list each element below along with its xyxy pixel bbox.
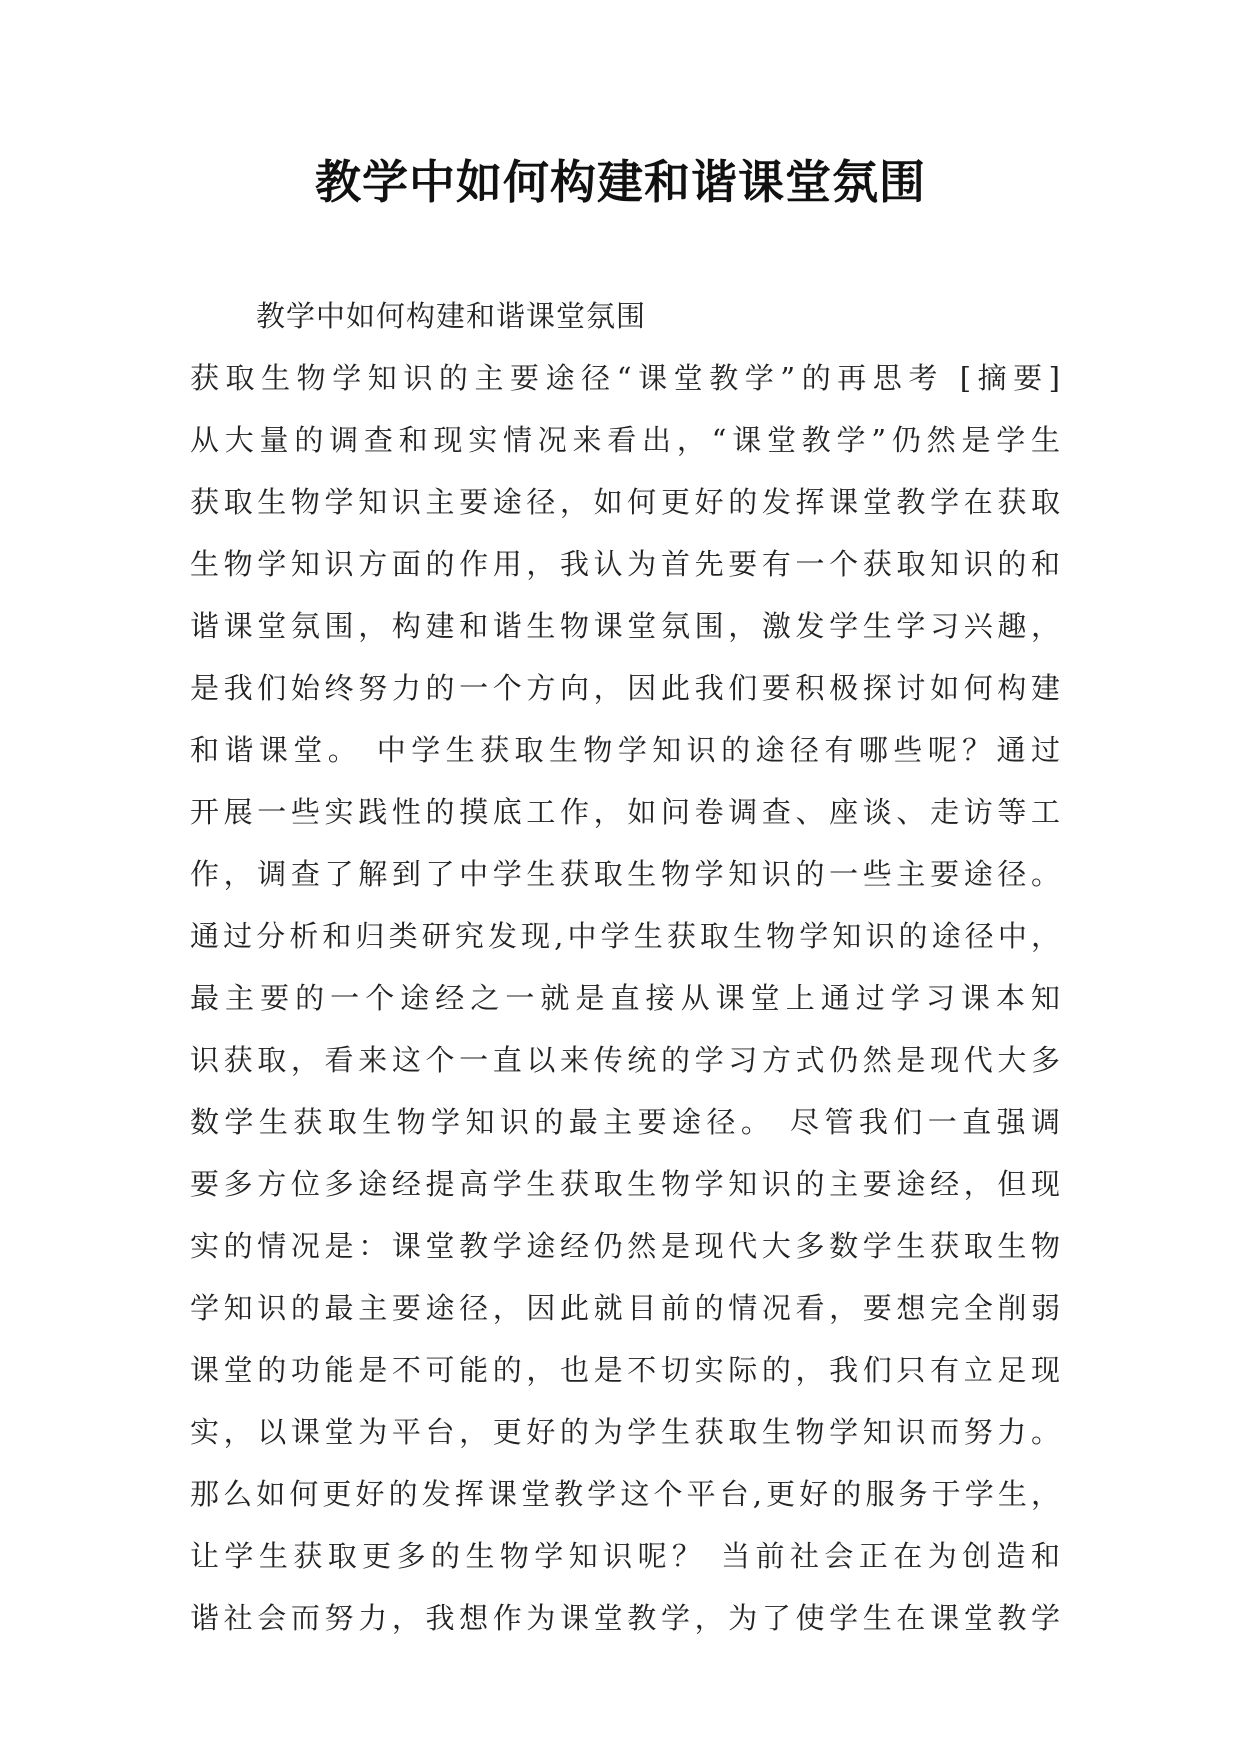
body-line: 开展一些实践性的摸底工作，如问卷调查、座谈、走访等工 <box>190 795 1060 829</box>
body-line: 课堂的功能是不可能的，也是不切实际的，我们只有立足现 <box>190 1353 1060 1387</box>
body-line: 是我们始终努力的一个方向，因此我们要积极探讨如何构建 <box>190 671 1060 705</box>
body-line: 学知识的最主要途径，因此就目前的情况看，要想完全削弱 <box>190 1291 1060 1325</box>
body-line: 从大量的调查和现实情况来看出，“课堂教学”仍然是学生 <box>190 423 1060 457</box>
body-line: 最主要的一个途经之一就是直接从课堂上通过学习课本知 <box>190 981 1060 1015</box>
body-line: 和谐课堂。 中学生获取生物学知识的途径有哪些呢？通过 <box>190 733 1060 767</box>
body-line: 实，以课堂为平台，更好的为学生获取生物学知识而努力。 <box>190 1415 1060 1449</box>
body-line: 生物学知识方面的作用，我认为首先要有一个获取知识的和 <box>190 547 1060 581</box>
body-line: 作，调查了解到了中学生获取生物学知识的一些主要途径。 <box>190 857 1060 891</box>
body-line: 谐社会而努力，我想作为课堂教学，为了使学生在课堂教学 <box>190 1601 1060 1635</box>
body-line: 谐课堂氛围，构建和谐生物课堂氛围，激发学生学习兴趣， <box>190 609 1060 643</box>
body-line: 要多方位多途经提高学生获取生物学知识的主要途经，但现 <box>190 1167 1060 1201</box>
body-line: 那么如何更好的发挥课堂教学这个平台,更好的服务于学生， <box>190 1477 1060 1511</box>
body-line: 数学生获取生物学知识的最主要途径。 尽管我们一直强调 <box>190 1105 1060 1139</box>
body-line: 实的情况是：课堂教学途经仍然是现代大多数学生获取生物 <box>190 1229 1060 1263</box>
body-line: 识获取，看来这个一直以来传统的学习方式仍然是现代大多 <box>190 1043 1060 1077</box>
document-body <box>190 285 1060 1649</box>
body-line: 获取生物学知识主要途径，如何更好的发挥课堂教学在获取 <box>190 485 1060 519</box>
document-title: 教学中如何构建和谐课堂氛围 <box>315 155 926 209</box>
body-line: 获取生物学知识的主要途径“课堂教学”的再思考 [摘要] <box>190 361 1060 395</box>
body-line: 教学中如何构建和谐课堂氛围 <box>256 299 647 333</box>
body-line: 让学生获取更多的生物学知识呢？ 当前社会正在为创造和 <box>190 1539 1060 1573</box>
body-line: 通过分析和归类研究发现,中学生获取生物学知识的途径中， <box>190 919 1060 953</box>
